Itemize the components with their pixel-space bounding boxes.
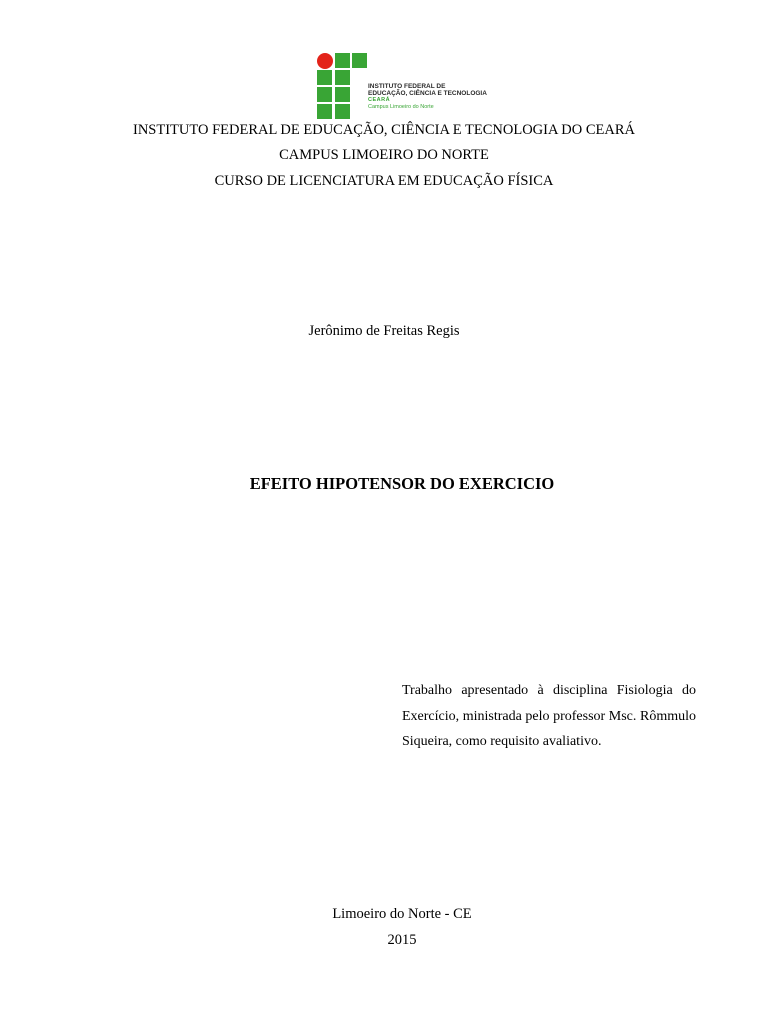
author-name: Jerônimo de Freitas Regis: [308, 323, 460, 339]
document-title: EFEITO HIPOTENSOR DO EXERCICIO: [249, 474, 555, 493]
logo-line-4: Campus Limoeiro do Norte: [368, 104, 434, 110]
location: Limoeiro do Norte - CE: [332, 906, 472, 922]
logo-red-circle: [317, 53, 333, 69]
logo-line-3: CEARÁ: [368, 97, 391, 103]
institution-name: INSTITUTO FEDERAL DE EDUCAÇÃO, CIÊNCIA E TECNOLOGIA DO CEARÁ: [133, 122, 635, 138]
campus-name: CAMPUS LIMOEIRO DO NORTE: [279, 147, 489, 163]
logo-line-1: INSTITUTO FEDERAL DE: [368, 83, 446, 90]
logo-text: [368, 83, 487, 111]
year: 2015: [387, 932, 417, 948]
logo-line-2: EDUCAÇÃO, CIÊNCIA E TECNOLOGIA: [368, 90, 487, 97]
course-name: CURSO DE LICENCIATURA EM EDUCAÇÃO FÍSICA: [214, 173, 554, 189]
work-description: Trabalho apresentado à disciplina Fisiologia do Exercício, ministrada pelo professor Msc. Rômmulo Siqueira, como requisito avaliativo.: [402, 683, 696, 749]
institution-logo: [316, 53, 486, 119]
